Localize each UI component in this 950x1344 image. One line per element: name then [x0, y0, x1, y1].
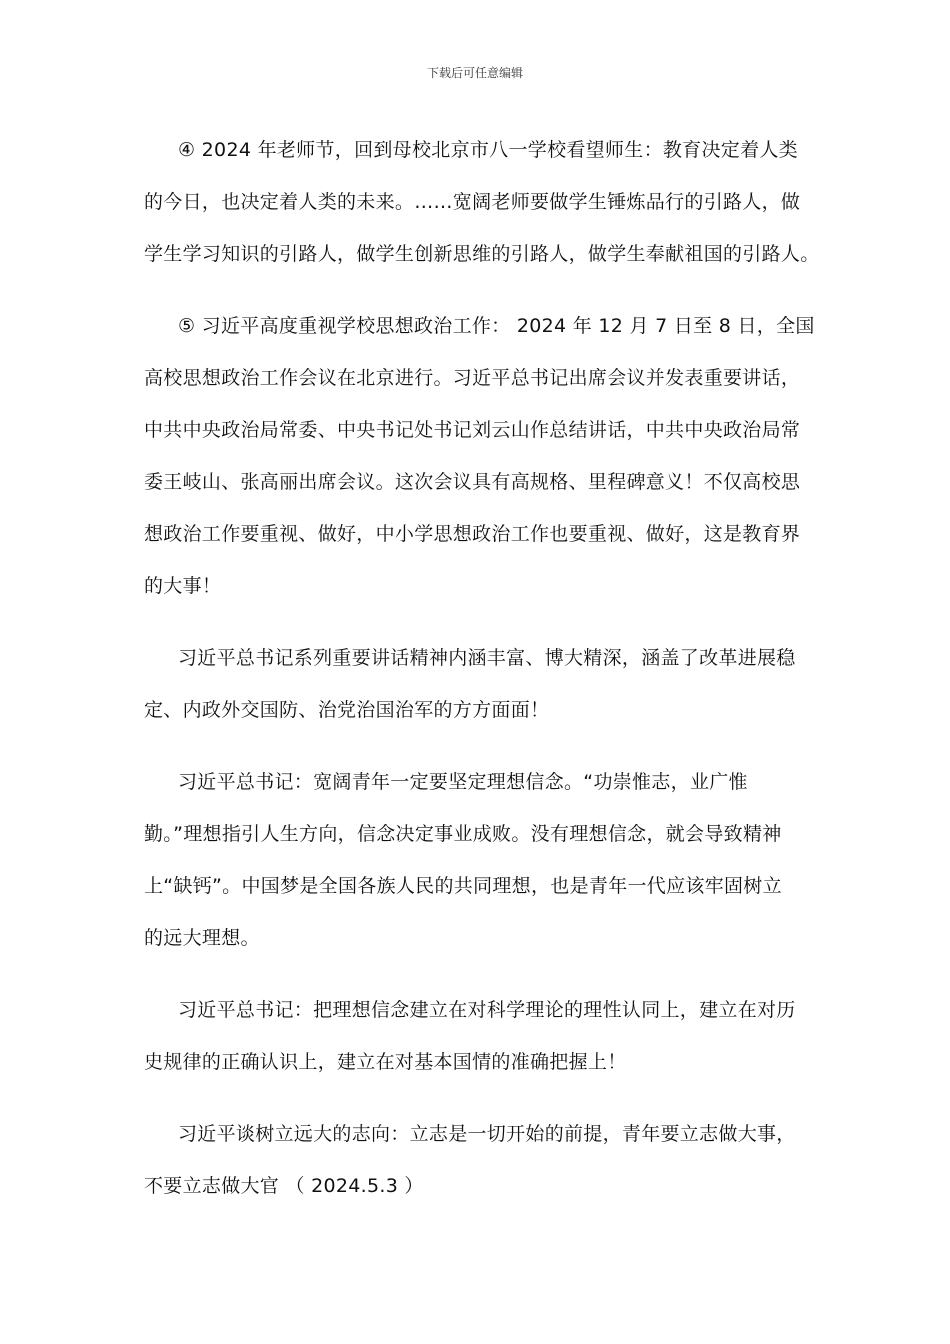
paragraph-line: 的大事！ — [144, 575, 222, 597]
paragraph-line: 习近平总书记：把理想信念建立在对科学理论的理性认同上，建立在对历 — [178, 999, 796, 1021]
paragraph-line: 的今日，也决定着人类的未来。……宽阔老师要做学生锤炼品行的引路人，做 — [144, 191, 801, 213]
paragraph-line: 委王岐山、张高丽出席会议。这次会议具有高规格、里程碑意义！不仅高校思 — [144, 471, 801, 493]
document-body — [144, 124, 820, 1212]
paragraph-beliefs — [144, 984, 808, 1088]
page-header — [0, 64, 950, 82]
paragraph-gap — [144, 964, 808, 984]
paragraph-line: 学生学习知识的引路人，做学生创新思维的引路人，做学生奉献祖国的引路人。 — [144, 243, 820, 265]
paragraph-ideals — [144, 756, 808, 964]
paragraph-gap — [144, 736, 808, 756]
paragraph-line: 的远大理想。 — [144, 927, 260, 949]
paragraph-line: 史规律的正确认识上，建立在对基本国情的准确把握上！ — [144, 1051, 627, 1073]
paragraph-line: 习近平谈树立远大的志向：立志是一切开始的前提，青年要立志做大事， — [178, 1123, 796, 1145]
paragraph-teachers-day — [144, 124, 820, 280]
paragraph-ambition — [144, 1108, 808, 1212]
paragraph-gap — [144, 612, 808, 632]
paragraph-gap — [144, 1088, 808, 1108]
paragraph-line: 不要立志做大官 （ 2024.5.3 ） — [144, 1175, 424, 1197]
paragraph-political-work — [144, 300, 815, 612]
paragraph-line: ④ 2024 年老师节，回到母校北京市八一学校看望师生：教育决定着人类 — [178, 139, 798, 161]
paragraph-line: 中共中央政治局常委、中央书记处书记刘云山作总结讲话，中共中央政治局常 — [144, 419, 801, 441]
paragraph-line: 上“缺钙”。中国梦是全国各族人民的共同理想，也是青年一代应该牢固树立 — [144, 875, 782, 897]
paragraph-line: 想政治工作要重视、做好，中小学思想政治工作也要重视、做好，这是教育界 — [144, 523, 801, 545]
paragraph-line: ⑤ 习近平高度重视学校思想政治工作： 2024 年 12 月 7 日至 8 日，全国 — [178, 315, 815, 337]
paragraph-speeches — [144, 632, 808, 736]
header-text: 下载后可任意编辑 — [426, 66, 523, 80]
paragraph-line: 高校思想政治工作会议在北京进行。习近平总书记出席会议并发表重要讲话， — [144, 367, 801, 389]
paragraph-line: 习近平总书记系列重要讲话精神内涵丰富、博大精深，涵盖了改革进展稳 — [178, 647, 796, 669]
paragraph-line: 定、内政外交国防、治党治国治军的方方面面！ — [144, 699, 550, 721]
paragraph-gap — [144, 280, 808, 300]
paragraph-line: 习近平总书记：宽阔青年一定要坚定理想信念。“功崇惟志，业广惟 — [178, 771, 748, 793]
paragraph-line: 勤。”理想指引人生方向，信念决定事业成败。没有理想信念，就会导致精神 — [144, 823, 782, 845]
